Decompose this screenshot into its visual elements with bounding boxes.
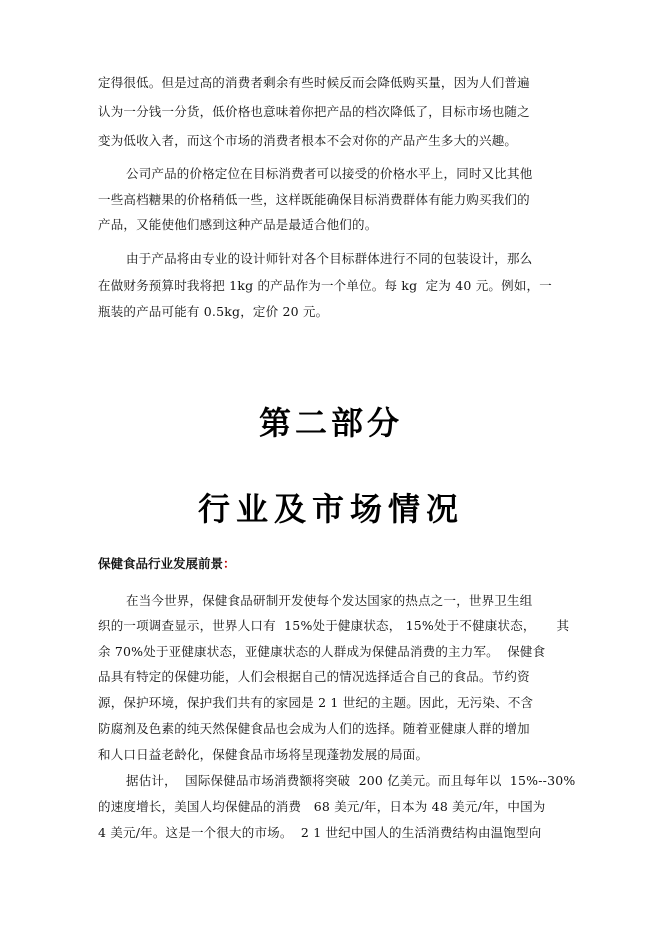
paragraph-line: 由于产品将由专业的设计师针对各个目标群体进行不同的包装设计，那么 (126, 251, 533, 266)
paragraph-line: 织的一项调查显示，世界人口有 15%处于健康状态， 15%处于不健康状态， 其 (98, 618, 570, 633)
paragraph-line: 的速度增长，美国人均保健品的消费 68 美元/年，日本为 48 美元/年，中国为 (98, 799, 546, 814)
paragraph-line: 一些高档糖果的价格稍低一些，这样既能确保目标消费群体有能力购买我们的 (98, 192, 530, 207)
paragraph-line: 4 美元/年。这是一个很大的市场。 2 1 世纪中国人的生活消费结构由温饱型向 (98, 825, 542, 840)
section-heading-text: 保健食品行业发展前景 (98, 556, 224, 571)
section-heading (98, 555, 236, 573)
paragraph-line: 瓶装的产品可能有 0.5kg，定价 20 元。 (98, 304, 329, 319)
paragraph-line: 认为一分钱一分货，低价格也意味着你把产品的档次降低了，目标市场也随之 (98, 104, 530, 119)
paragraph-line: 在做财务预算时我将把 1kg 的产品作为一个单位。每 kg 定为 40 元。例如，一 (98, 278, 552, 293)
paragraph-line: 公司产品的价格定位在目标消费者可以接受的价格水平上，同时又比其他 (126, 166, 533, 181)
part-title: 第二部分 (258, 404, 403, 442)
paragraph-line: 品具有特定的保健功能，人们会根据自己的情况选择适合自己的食品。节约资 (98, 669, 530, 684)
part-subtitle: 行业及市场情况 (197, 490, 464, 528)
paragraph-line: 变为低收入者，而这个市场的消费者根本不会对你的产品产生多大的兴趣。 (98, 133, 518, 148)
paragraph-line: 源，保护环境，保护我们共有的家园是 2 1 世纪的主题。因此，无污染、不含 (98, 695, 534, 710)
paragraph-line: 在当今世界，保健食品研制开发使每个发达国家的热点之一，世界卫生组 (126, 593, 533, 608)
paragraph-line: 据估计， 国际保健品市场消费额将突破 200 亿美元。而且每年以 15%--30% (126, 773, 576, 788)
paragraph-line: 余 70%处于亚健康状态，亚健康状态的人群成为保健品消费的主力军。 保健食 (98, 644, 546, 659)
paragraph-line: 和人口日益老龄化，保健食品市场将呈现蓬勃发展的局面。 (98, 747, 429, 762)
paragraph-line: 产品，又能使他们感到这种产品是最适合他们的。 (98, 217, 378, 232)
section-heading-colon: ： (223, 556, 236, 571)
paragraph-line: 防腐剂及色素的纯天然保健食品也会成为人们的选择。随着亚健康人群的增加 (98, 721, 530, 736)
paragraph-line: 定得很低。但是过高的消费者剩余有些时候反而会降低购买量，因为人们普遍 (98, 75, 530, 90)
